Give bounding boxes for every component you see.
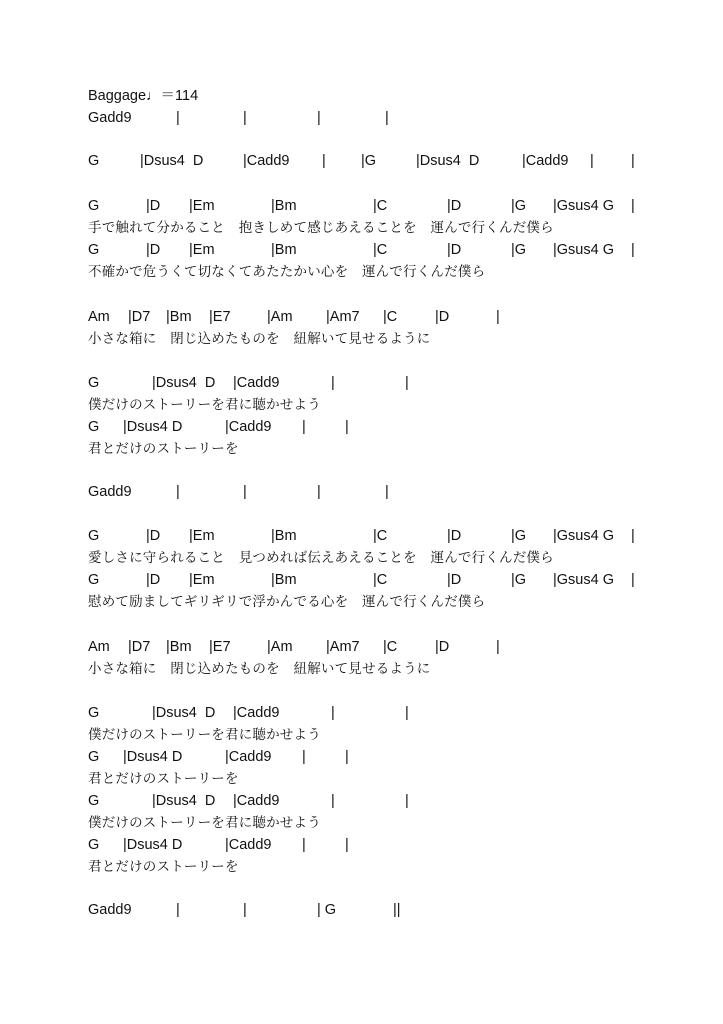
lyric-text: 君とだけのストーリーを [88,859,239,875]
chord-line [0,108,723,128]
chord-symbol: |Dsus4 D [416,153,480,169]
chord-symbol: |G [511,528,527,544]
chord-symbol: Gadd9 [88,484,132,500]
lyric-line [0,395,723,415]
lyric-line [0,439,723,459]
chord-symbol: G [88,528,100,544]
lyric-text: 手で触れて分かること 抱きしめて感じあえることを 運んで行くんだ僕ら [88,220,554,236]
chord-symbol: | [405,793,409,809]
chord-symbol: |C [373,198,388,214]
chord-line [0,151,723,171]
lyric-line [0,769,723,789]
chord-symbol: |G [511,242,527,258]
lyric-text: 君とだけのストーリーを [88,771,239,787]
chord-symbol: | [176,902,180,918]
chord-symbol: G [88,572,100,588]
chord-symbol: |Dsus4 D [152,705,216,721]
chord-symbol: |Cadd9 [243,153,290,169]
chord-symbol: Gadd9 [88,902,132,918]
chord-symbol: | [345,837,349,853]
lyric-line [0,659,723,679]
chord-symbol: |Gsus4 G [553,528,614,544]
chord-line [0,900,723,920]
chord-symbol: |C [373,572,388,588]
lyric-text: 僕だけのストーリーを君に聴かせよう [88,397,321,413]
chord-symbol: |D7 [128,309,151,325]
chord-symbol: Am [88,309,110,325]
chord-symbol: | [243,484,247,500]
chord-symbol: | [322,153,326,169]
chord-symbol: |Em [189,528,215,544]
chord-symbol: | [590,153,594,169]
chord-symbol: |Dsus4 D [152,375,216,391]
chord-symbol: Gadd9 [88,110,132,126]
lyric-text: 僕だけのストーリーを君に聴かせよう [88,727,321,743]
chord-line [0,703,723,723]
chord-symbol: |E7 [209,309,231,325]
chord-line [0,482,723,502]
chord-symbol: G [88,705,100,721]
chord-symbol: |Em [189,198,215,214]
chord-line [0,196,723,216]
chord-symbol: | [331,793,335,809]
chord-line [0,637,723,657]
chord-symbol: | [317,484,321,500]
chord-symbol: | [331,705,335,721]
lyric-line [0,857,723,877]
chord-symbol: G [88,749,100,765]
chord-symbol: | [345,419,349,435]
chord-symbol: | [176,484,180,500]
chord-line [0,747,723,767]
chord-symbol: | [345,749,349,765]
chord-line [0,417,723,437]
chord-symbol: |Cadd9 [522,153,569,169]
chord-line [0,570,723,590]
chord-symbol: | [385,484,389,500]
lyric-line [0,725,723,745]
chord-symbol: |D [146,242,161,258]
chord-symbol: | [302,419,306,435]
chord-symbol: |Bm [271,242,297,258]
chord-symbol: G [88,242,100,258]
lyric-text: 小さな箱に 閉じ込めたものを 紐解いて見せるように [88,661,431,677]
chord-symbol: |G [511,198,527,214]
chord-symbol: | [243,110,247,126]
chord-symbol: |Em [189,572,215,588]
chord-line [0,835,723,855]
lyric-text: 愛しさに守られること 見つめれば伝えあえることを 運んで行くんだ僕ら [88,550,554,566]
lyric-text: 慰めて励ましてギリギリで浮かんでる心を 運んで行くんだ僕ら [88,594,486,610]
lyric-line [0,592,723,612]
chord-symbol: | [496,309,500,325]
lyric-text: 僕だけのストーリーを君に聴かせよう [88,815,321,831]
lyric-text: 不確かで危うくて切なくてあたたかい心を 運んで行くんだ僕ら [88,264,486,280]
song-title: Baggage♩＝114 [88,88,199,104]
lyric-line [0,218,723,238]
lyric-line [0,329,723,349]
chord-symbol: | [631,153,635,169]
chord-symbol: |C [373,242,388,258]
chord-symbol: |Cadd9 [225,749,272,765]
chord-line [0,307,723,327]
lyric-line [0,813,723,833]
chord-symbol: |Em [189,242,215,258]
chord-symbol: |D [447,572,462,588]
chord-symbol: | [176,110,180,126]
chord-symbol: |Dsus4 D [140,153,204,169]
chord-symbol: |D [435,309,450,325]
chord-symbol: | [302,837,306,853]
lyric-line [0,262,723,282]
chord-symbol: |Cadd9 [225,837,272,853]
chord-symbol: |Gsus4 G [553,572,614,588]
chord-symbol: |Bm [166,639,192,655]
chord-symbol: |C [373,528,388,544]
chord-symbol: |Gsus4 G [553,242,614,258]
chord-symbol: | [405,705,409,721]
chord-symbol: |C [383,639,398,655]
chord-symbol: |Am7 [326,309,360,325]
chord-symbol: |D [447,198,462,214]
chord-symbol: |D [447,242,462,258]
chord-symbol: |Dsus4 D [123,419,183,435]
chord-symbol: |Am [267,309,293,325]
chord-symbol: |D [435,639,450,655]
chord-symbol: G [88,198,100,214]
chord-symbol: Am [88,639,110,655]
chord-symbol: | [631,528,635,544]
chord-symbol: |D [447,528,462,544]
chord-symbol: |Dsus4 D [152,793,216,809]
chord-symbol: |Bm [271,198,297,214]
chord-symbol: |Dsus4 D [123,837,183,853]
chord-symbol: |D7 [128,639,151,655]
chord-symbol: |Bm [271,572,297,588]
chord-symbol: | [317,110,321,126]
chord-symbol: |Cadd9 [225,419,272,435]
chord-symbol: |Am7 [326,639,360,655]
chord-symbol: | [405,375,409,391]
chord-symbol: |E7 [209,639,231,655]
chord-symbol: | [385,110,389,126]
chord-symbol: |Cadd9 [233,705,280,721]
chord-symbol: |Dsus4 D [123,749,183,765]
chord-symbol: |Bm [271,528,297,544]
chord-symbol: | [631,242,635,258]
chord-symbol: G [88,793,100,809]
chord-symbol: |G [511,572,527,588]
chord-symbol: || [393,902,401,918]
chord-symbol: | [302,749,306,765]
lyric-text: 小さな箱に 閉じ込めたものを 紐解いて見せるように [88,331,431,347]
chord-symbol: | [496,639,500,655]
chord-symbol: G [88,153,100,169]
chord-symbol: | [243,902,247,918]
chord-symbol: | [331,375,335,391]
chord-symbol: |Cadd9 [233,375,280,391]
chord-symbol: |Cadd9 [233,793,280,809]
chord-line [0,240,723,260]
lyric-line [0,548,723,568]
chord-symbol: |Gsus4 G [553,198,614,214]
chord-symbol: |Am [267,639,293,655]
song-title-line [0,86,723,106]
chord-symbol: G [88,375,100,391]
chord-symbol: | G [317,902,337,918]
chord-symbol: |D [146,198,161,214]
chord-symbol: |D [146,572,161,588]
chord-symbol: G [88,837,100,853]
chord-symbol: |Bm [166,309,192,325]
chord-symbol: G [88,419,100,435]
chord-line [0,526,723,546]
chord-symbol: |G [361,153,377,169]
lyric-text: 君とだけのストーリーを [88,441,239,457]
chord-symbol: | [631,572,635,588]
chord-symbol: |D [146,528,161,544]
chord-line [0,791,723,811]
chord-symbol: | [631,198,635,214]
chord-line [0,373,723,393]
chord-symbol: |C [383,309,398,325]
